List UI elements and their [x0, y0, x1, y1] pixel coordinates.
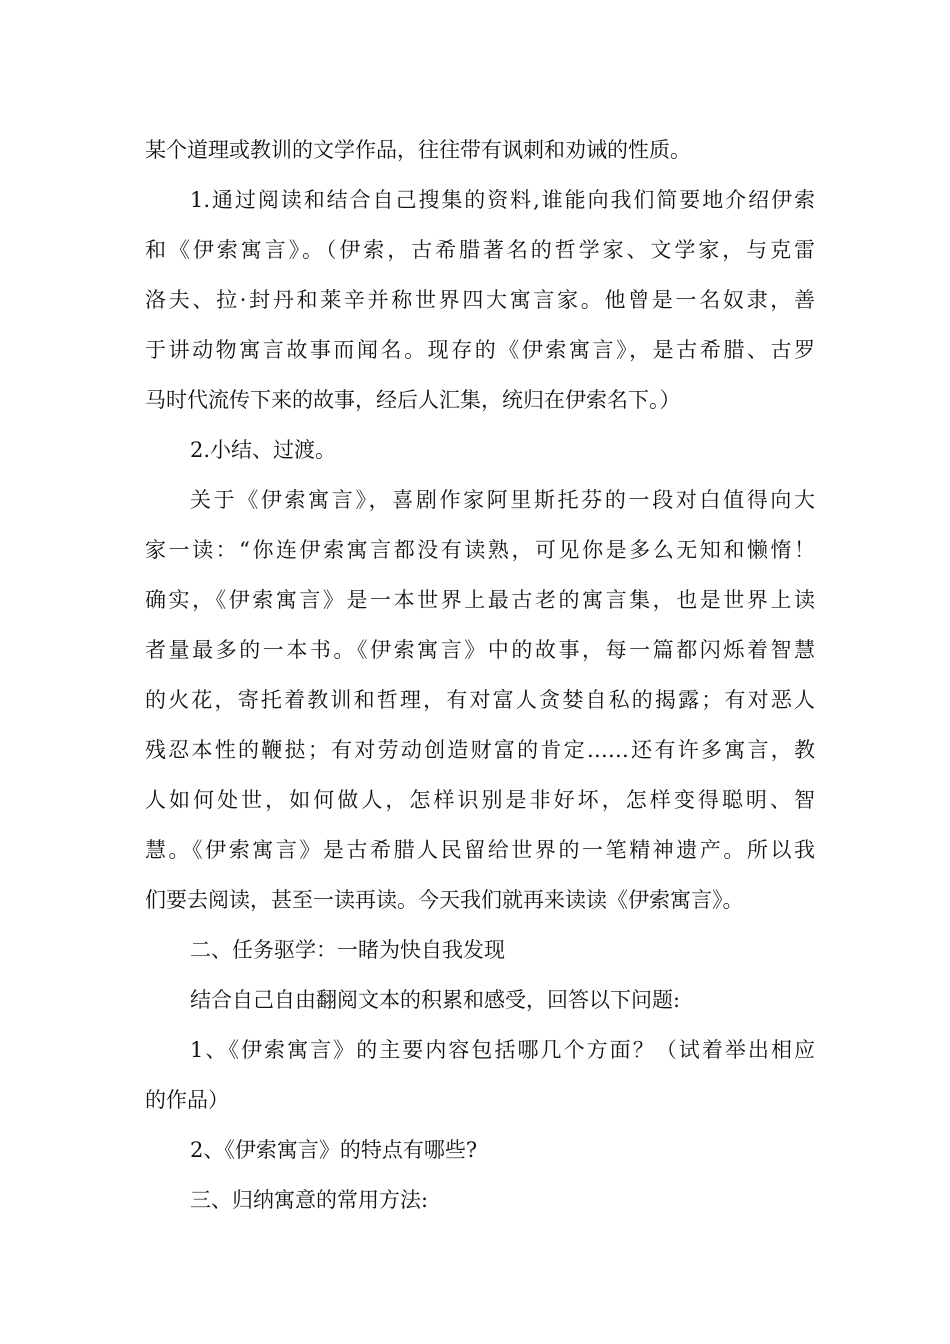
text-line: 的火花，寄托着教训和哲理，有对富人贪婪自私的揭露；有对恶人 — [145, 688, 815, 712]
text-line: 家一读：“你连伊索寓言都没有读熟，可见你是多么无知和懒惰！ — [145, 538, 815, 562]
text-line: 确实，《伊索寓言》是一本世界上最古老的寓言集，也是世界上读 — [145, 588, 815, 612]
text-line: 于讲动物寓言故事而闻名。现存的《伊索寓言》，是古希腊、古罗 — [145, 338, 815, 362]
text-line: 残忍本性的鞭挞；有对劳动创造财富的肯定……还有许多寓言，教 — [145, 738, 815, 762]
text-line: 1.通过阅读和结合自己搜集的资料,谁能向我们简要地介绍伊索 — [190, 188, 815, 212]
question-item: 1、《伊索寓言》的主要内容包括哪几个方面？（试着举出相应 — [190, 1038, 815, 1062]
text-line: 和《伊索寓言》。（伊索，古希腊著名的哲学家、文学家，与克雷 — [145, 238, 815, 262]
text-line: 者量最多的一本书。《伊索寓言》中的故事，每一篇都闪烁着智慧 — [145, 638, 815, 662]
text-line: 关于《伊索寓言》，喜剧作家阿里斯托芬的一段对白值得向大 — [190, 488, 815, 512]
text-line: 的作品） — [145, 1088, 229, 1112]
text-line: 人如何处世，如何做人，怎样识别是非好坏，怎样变得聪明、智 — [145, 788, 815, 812]
text-line: 2.小结、过渡。 — [190, 438, 337, 462]
text-line: 马时代流传下来的故事，经后人汇集，统归在伊索名下。） — [145, 388, 681, 412]
text-line: 慧。《伊索寓言》是古希腊人民留给世界的一笔精神遗产。所以我 — [145, 838, 815, 862]
section-heading: 三、归纳寓意的常用方法: — [190, 1188, 429, 1212]
text-line: 结合自己自由翻阅文本的积累和感受，回答以下问题: — [190, 988, 681, 1012]
text-line: 洛夫、拉·封丹和莱辛并称世界四大寓言家。他曾是一名奴隶，善 — [145, 288, 815, 312]
text-line: 们要去阅读，甚至一读再读。今天我们就再来读读《伊索寓言》。 — [145, 888, 744, 912]
section-heading: 二、任务驱学：一睹为快自我发现 — [190, 938, 505, 962]
text-line: 某个道理或教训的文学作品，往往带有讽刺和劝诫的性质。 — [145, 138, 691, 162]
question-item: 2、《伊索寓言》的特点有哪些? — [190, 1138, 478, 1162]
